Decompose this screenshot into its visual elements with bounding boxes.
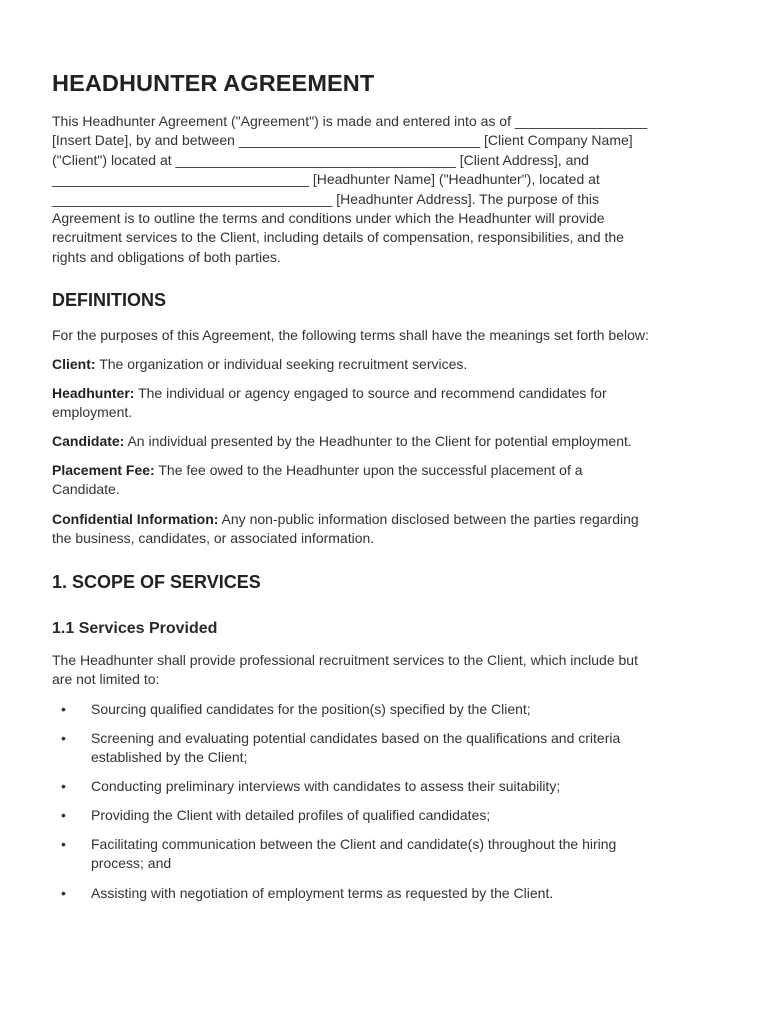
bullet-icon: • — [61, 807, 66, 823]
list-item-text: Assisting with negotiation of employment terms as requested by the Client. — [91, 885, 554, 901]
bullet-icon: • — [61, 701, 66, 717]
definition-placement-fee — [52, 461, 718, 500]
list-item-text: Conducting preliminary interviews with candidates to assess their suitability; — [91, 778, 561, 794]
services-lead — [52, 651, 718, 690]
bullet-icon: • — [61, 730, 66, 746]
definition-client — [52, 355, 718, 374]
definition-headhunter — [52, 384, 718, 423]
intro-line: [Insert Date], by and between _______________________________ [Client Company Name] — [52, 132, 633, 149]
bullet-icon: • — [61, 885, 66, 901]
definitions-heading: DEFINITIONS — [52, 290, 167, 310]
bullet-icon: • — [61, 836, 66, 852]
list-item-text: Screening and evaluating potential candidates based on the qualifications and criteria — [91, 730, 621, 746]
definition-candidate — [52, 432, 718, 451]
definition-confidential-information — [52, 510, 718, 549]
definition-text: The individual or agency engaged to source and recommend candidates for — [134, 385, 607, 401]
definition-text: An individual presented by the Headhunter to the Client for potential employment. — [124, 433, 632, 449]
definition-text: Candidate. — [52, 481, 120, 498]
definition-text: The fee owed to the Headhunter upon the successful placement of a — [154, 462, 583, 478]
services-lead-line: The Headhunter shall provide professional recruitment services to the Client, which include but — [52, 652, 638, 668]
definitions-lead-text: For the purposes of this Agreement, the following terms shall have the meanings set forth below: — [52, 327, 649, 343]
list-item-text: Sourcing qualified candidates for the position(s) specified by the Client; — [91, 701, 531, 717]
definition-text: employment. — [52, 404, 133, 421]
list-item-text: Providing the Client with detailed profiles of qualified candidates; — [91, 807, 491, 823]
services-provided-subheading: 1.1 Services Provided — [52, 620, 218, 637]
definitions-lead — [52, 326, 718, 345]
intro-line: ____________________________________ [Headhunter Address]. The purpose of this — [52, 190, 599, 207]
definition-text: the business, candidates, or associated information. — [52, 530, 375, 547]
list-item-text: established by the Client; — [91, 749, 248, 766]
intro-paragraph — [52, 112, 718, 267]
list-item-text: process; and — [91, 855, 172, 872]
document-title: HEADHUNTER AGREEMENT — [52, 70, 375, 96]
intro-line: This Headhunter Agreement ("Agreement") is made and entered into as of _________________ — [52, 113, 648, 129]
definition-term: Confidential Information: — [52, 511, 219, 527]
list-item-text: Facilitating communication between the Client and candidate(s) throughout the hiring — [91, 836, 617, 852]
intro-line: _________________________________ [Headhunter Name] ("Headhunter"), located at — [52, 171, 600, 188]
definition-text: Any non-public information disclosed between the parties regarding — [218, 511, 639, 527]
definition-term: Candidate: — [52, 433, 125, 449]
bullet-icon: • — [61, 778, 66, 794]
scope-heading: 1. SCOPE OF SERVICES — [52, 572, 261, 592]
intro-line: rights and obligations of both parties. — [52, 248, 281, 265]
definition-term: Placement Fee: — [52, 462, 155, 478]
intro-line: ("Client") located at ____________________________________ [Client Address], and — [52, 151, 589, 168]
services-lead-line: are not limited to: — [52, 671, 160, 688]
intro-line: recruitment services to the Client, including details of compensation, responsibilities, and the — [52, 229, 624, 246]
intro-line: Agreement is to outline the terms and conditions under which the Headhunter will provide — [52, 210, 605, 227]
definition-term: Client: — [52, 356, 96, 372]
definition-term: Headhunter: — [52, 385, 135, 401]
definition-text: The organization or individual seeking recruitment services. — [95, 356, 468, 372]
